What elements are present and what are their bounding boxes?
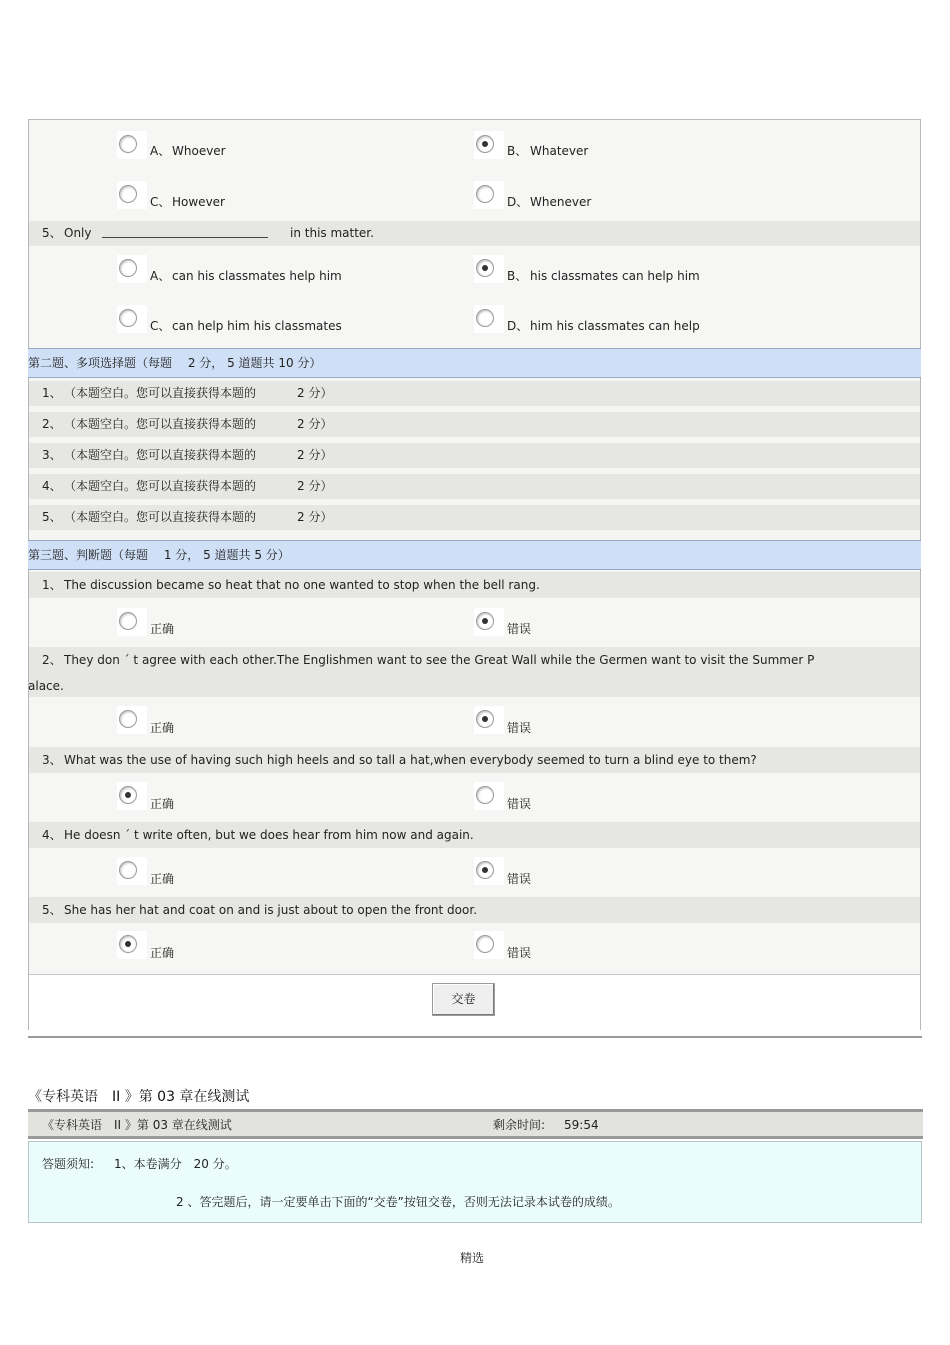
- s3-q5-true-label: 正确: [150, 946, 175, 960]
- q5-option-c-radio[interactable]: [119, 309, 137, 327]
- section2-header-text: 第二题、多项选择题（每题 2 分， 5 道题共 10 分）: [28, 356, 322, 370]
- s3-q1-true-radio[interactable]: [119, 612, 137, 630]
- s3-q5-false-radio[interactable]: [476, 935, 494, 953]
- q4-option-b-radio[interactable]: [476, 135, 494, 153]
- s3-q2-false-label: 错误: [507, 721, 532, 735]
- s3-q3-text: What was the use of having such high heels and so tall a hat,when everybody seemed to turn a blind eye to them?: [64, 753, 757, 767]
- s3-q2-true-radio[interactable]: [119, 710, 137, 728]
- q4-option-d-letter: D、: [507, 195, 529, 209]
- s2-item-2-score: 2 分）: [297, 417, 333, 431]
- s3-q4-true-label: 正确: [150, 872, 175, 886]
- test-header-title: 《专科英语 II 》第 03 章在线测试: [42, 1118, 232, 1132]
- s3-q1-true-label: 正确: [150, 622, 175, 636]
- s3-q4-false-radio[interactable]: [476, 861, 494, 879]
- q5-stem-row: [29, 221, 920, 246]
- s3-q3-true-label: 正确: [150, 797, 175, 811]
- s3-q2-num: 2、: [42, 653, 62, 667]
- q5-number: 5、: [42, 226, 62, 240]
- q4-option-b-text: Whatever: [530, 144, 589, 158]
- time-remaining-label: 剩余时间:: [493, 1118, 546, 1132]
- s2-item-4-num: 4、: [42, 479, 62, 493]
- q4-option-a-text: Whoever: [172, 144, 226, 158]
- s2-item-2-text: （本题空白。您可以直接获得本题的: [64, 417, 257, 431]
- time-remaining-value: 59:54: [564, 1118, 599, 1132]
- q5-option-c-letter: C、: [150, 319, 171, 333]
- q4-option-a-letter: A、: [150, 144, 171, 158]
- s2-item-1-text: （本题空白。您可以直接获得本题的: [64, 386, 257, 400]
- q4-option-c-letter: C、: [150, 195, 171, 209]
- s3-q2-text: They don ˊ t agree with each other.The Englishmen want to see the Great Wall while the Germen want to visit the Summer P: [64, 653, 815, 667]
- q5-option-a-text: can his classmates help him: [172, 269, 342, 283]
- s3-q3-false-radio[interactable]: [476, 786, 494, 804]
- s3-q2-text-cont: alace.: [28, 679, 64, 693]
- s3-q4-text: He doesn ˊ t write often, but we does hear from him now and again.: [64, 828, 474, 842]
- s3-q1-false-label: 错误: [507, 622, 532, 636]
- s2-item-4-score: 2 分）: [297, 479, 333, 493]
- section3-header: [28, 540, 921, 570]
- s2-item-5-num: 5、: [42, 510, 62, 524]
- q4-option-a-radio[interactable]: [119, 135, 137, 153]
- s2-item-3-num: 3、: [42, 448, 62, 462]
- s3-q3-num: 3、: [42, 753, 62, 767]
- s2-item-1-num: 1、: [42, 386, 62, 400]
- q5-option-a-radio[interactable]: [119, 259, 137, 277]
- instructions-line-1: 1、本卷满分 20 分。: [114, 1157, 237, 1171]
- q5-option-b-radio[interactable]: [476, 259, 494, 277]
- q5-option-b-letter: B、: [507, 269, 528, 283]
- q4-option-c-text: However: [172, 195, 225, 209]
- section3-header-text: 第三题、判断题（每题 1 分， 5 道题共 5 分）: [28, 548, 290, 562]
- q4-option-d-radio[interactable]: [476, 185, 494, 203]
- test-header-bar: [28, 1109, 923, 1139]
- divider: [28, 1036, 922, 1038]
- s3-q4-true-radio[interactable]: [119, 861, 137, 879]
- s2-item-5-text: （本题空白。您可以直接获得本题的: [64, 510, 257, 524]
- s3-q1-num: 1、: [42, 578, 62, 592]
- s3-q5-true-radio[interactable]: [119, 935, 137, 953]
- s2-item-1-score: 2 分）: [297, 386, 333, 400]
- section2-header: [28, 348, 921, 378]
- q4-option-d-text: Whenever: [530, 195, 592, 209]
- q5-blank: [102, 236, 268, 238]
- s3-q5-false-label: 错误: [507, 946, 532, 960]
- q5-stem-after: in this matter.: [290, 226, 374, 240]
- footer-text: 精选: [460, 1251, 485, 1265]
- q5-option-a-letter: A、: [150, 269, 171, 283]
- instructions-line-2: 2 、答完题后，请一定要单击下面的“交卷”按钮交卷，否则无法记录本试卷的成绩。: [176, 1195, 620, 1209]
- q4-option-c-radio[interactable]: [119, 185, 137, 203]
- s2-item-4-text: （本题空白。您可以直接获得本题的: [64, 479, 257, 493]
- page-title: 《专科英语 II 》第 03 章在线测试: [28, 1089, 250, 1105]
- s3-q2-false-radio[interactable]: [476, 710, 494, 728]
- s2-item-2-num: 2、: [42, 417, 62, 431]
- instructions-label: 答题须知:: [42, 1157, 95, 1171]
- s3-q4-num: 4、: [42, 828, 62, 842]
- q5-option-c-text: can help him his classmates: [172, 319, 342, 333]
- s2-item-5-score: 2 分）: [297, 510, 333, 524]
- s3-q5-num: 5、: [42, 903, 62, 917]
- q5-option-d-radio[interactable]: [476, 309, 494, 327]
- q5-option-d-letter: D、: [507, 319, 529, 333]
- s3-q2-true-label: 正确: [150, 721, 175, 735]
- q4-option-b-letter: B、: [507, 144, 528, 158]
- q5-option-d-text: him his classmates can help: [530, 319, 700, 333]
- instructions-box: [28, 1141, 922, 1223]
- s3-q5-text: She has her hat and coat on and is just about to open the front door.: [64, 903, 478, 917]
- q5-option-b-text: his classmates can help him: [530, 269, 700, 283]
- s3-q3-true-radio[interactable]: [119, 786, 137, 804]
- s3-q1-text: The discussion became so heat that no one wanted to stop when the bell rang.: [64, 578, 540, 592]
- s3-q3-false-label: 错误: [507, 797, 532, 811]
- s2-item-3-score: 2 分）: [297, 448, 333, 462]
- q5-stem-before: Only: [64, 226, 92, 240]
- submit-button[interactable]: 交卷: [432, 983, 495, 1016]
- s2-item-3-text: （本题空白。您可以直接获得本题的: [64, 448, 257, 462]
- s3-q1-false-radio[interactable]: [476, 612, 494, 630]
- s3-q4-false-label: 错误: [507, 872, 532, 886]
